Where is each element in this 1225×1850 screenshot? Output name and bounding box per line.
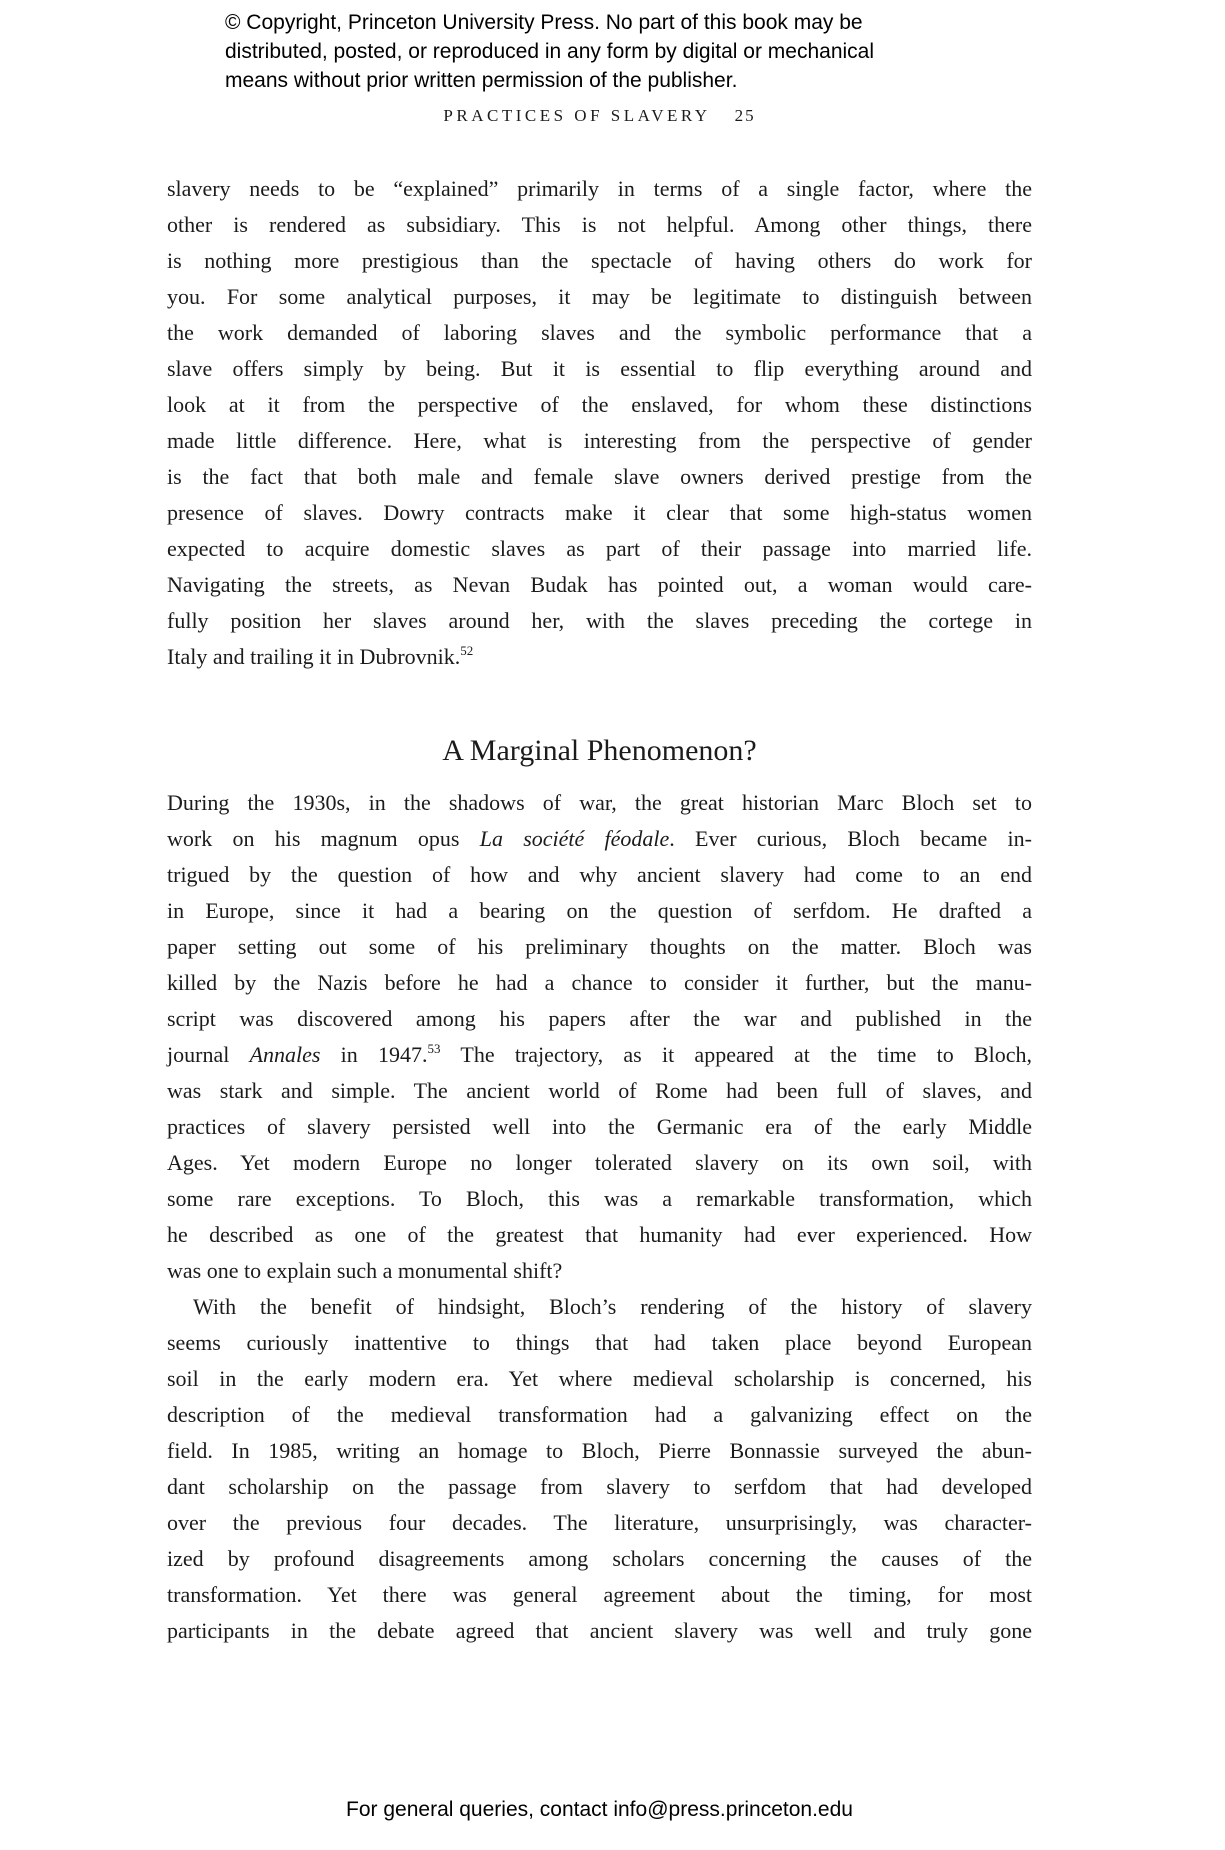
text-line bbox=[167, 207, 1032, 243]
text-run: script was discovered among his papers after the war and published in the bbox=[167, 1006, 1032, 1031]
text-run: he described as one of the greatest that humanity had ever experienced. How bbox=[167, 1222, 1032, 1247]
text-line bbox=[167, 1145, 1032, 1181]
text-line bbox=[167, 893, 1032, 929]
text-run: is the fact that both male and female slave owners derived prestige from the bbox=[167, 464, 1032, 489]
text-run: With the benefit of hindsight, Bloch’s rendering of the history of slavery bbox=[193, 1294, 1032, 1319]
text-line bbox=[167, 1109, 1032, 1145]
text-run: La société féodale bbox=[479, 826, 670, 851]
text-run: . Ever curious, Bloch became in- bbox=[669, 826, 1032, 851]
copyright-line: © Copyright, Princeton University Press. No part of this book may be bbox=[225, 11, 863, 34]
text-run: slave offers simply by being. But it is essential to flip everything around and bbox=[167, 356, 1032, 381]
text-run: slavery needs to be “explained” primarily in terms of a single factor, where the bbox=[167, 176, 1032, 201]
text-run: fully position her slaves around her, with the slaves preceding the cortege in bbox=[167, 608, 1032, 633]
copyright-notice bbox=[225, 8, 874, 95]
text-line bbox=[167, 785, 1032, 821]
text-run: Ages. Yet modern Europe no longer tolerated slavery on its own soil, with bbox=[167, 1150, 1032, 1175]
text-run: other is rendered as subsidiary. This is not helpful. Among other things, there bbox=[167, 212, 1032, 237]
text-line bbox=[167, 1469, 1032, 1505]
text-run: presence of slaves. Dowry contracts make it clear that some high-status women bbox=[167, 500, 1032, 525]
footnote-reference: 52 bbox=[460, 643, 474, 658]
text-run: in Europe, since it had a bearing on the question of serfdom. He drafted a bbox=[167, 898, 1032, 923]
text-run: description of the medieval transformation had a galvanizing effect on the bbox=[167, 1402, 1032, 1427]
text-line bbox=[167, 1433, 1032, 1469]
text-run: some rare exceptions. To Bloch, this was a remarkable transformation, which bbox=[167, 1186, 1032, 1211]
text-line bbox=[167, 567, 1032, 603]
text-run: paper setting out some of his preliminary thoughts on the matter. Bloch was bbox=[167, 934, 1032, 959]
text-line bbox=[167, 1253, 1032, 1289]
text-line bbox=[167, 1613, 1032, 1649]
text-run: work on his magnum opus bbox=[167, 826, 480, 851]
text-line bbox=[167, 1001, 1032, 1037]
text-line bbox=[167, 243, 1032, 279]
text-line bbox=[167, 1181, 1032, 1217]
page-number: 25 bbox=[734, 106, 756, 125]
text-run: journal bbox=[167, 1042, 250, 1067]
text-line bbox=[167, 495, 1032, 531]
text-run: transformation. Yet there was general agreement about the timing, for most bbox=[167, 1582, 1032, 1607]
text-line bbox=[167, 171, 1032, 207]
text-run: was stark and simple. The ancient world of Rome had been full of slaves, and bbox=[167, 1078, 1032, 1103]
text-line bbox=[167, 929, 1032, 965]
text-run: dant scholarship on the passage from slavery to serfdom that had developed bbox=[167, 1474, 1032, 1499]
text-line bbox=[167, 351, 1032, 387]
text-run: you. For some analytical purposes, it may be legitimate to distinguish between bbox=[167, 284, 1032, 309]
text-line bbox=[167, 639, 1032, 675]
text-line bbox=[167, 1505, 1032, 1541]
paragraph-group-after-heading bbox=[167, 785, 1032, 1649]
text-line bbox=[167, 387, 1032, 423]
text-line bbox=[167, 1289, 1032, 1325]
text-run: made little difference. Here, what is interesting from the perspective of gender bbox=[167, 428, 1032, 453]
text-line bbox=[167, 603, 1032, 639]
text-run: field. In 1985, writing an homage to Bloch, Pierre Bonnassie surveyed the abun- bbox=[167, 1438, 1032, 1463]
text-run: over the previous four decades. The literature, unsurprisingly, was character- bbox=[167, 1510, 1032, 1535]
text-run: in 1947. bbox=[320, 1042, 428, 1067]
text-run: the work demanded of laboring slaves and the symbolic performance that a bbox=[167, 320, 1032, 345]
text-line bbox=[167, 1361, 1032, 1397]
text-run: soil in the early modern era. Yet where medieval scholarship is concerned, his bbox=[167, 1366, 1032, 1391]
text-run: seems curiously inattentive to things that had taken place beyond European bbox=[167, 1330, 1032, 1355]
paragraph bbox=[167, 171, 1032, 675]
paragraph bbox=[167, 785, 1032, 1289]
text-line bbox=[167, 1397, 1032, 1433]
paragraph-group-before-heading bbox=[167, 171, 1032, 675]
text-run: Italy and trailing it in Dubrovnik. bbox=[167, 644, 461, 669]
text-run: killed by the Nazis before he had a chance to consider it further, but the manu- bbox=[167, 970, 1032, 995]
paragraph bbox=[167, 1289, 1032, 1649]
text-line bbox=[167, 1541, 1032, 1577]
text-line bbox=[167, 279, 1032, 315]
text-line bbox=[167, 1217, 1032, 1253]
text-line bbox=[167, 423, 1032, 459]
text-line bbox=[167, 857, 1032, 893]
text-line bbox=[167, 1037, 1032, 1073]
text-line bbox=[167, 1325, 1032, 1361]
copyright-line: distributed, posted, or reproduced in any form by digital or mechanical bbox=[225, 40, 875, 63]
text-run: ized by profound disagreements among scholars concerning the causes of the bbox=[167, 1546, 1032, 1571]
text-line bbox=[167, 315, 1032, 351]
text-line bbox=[167, 821, 1032, 857]
text-line bbox=[167, 1073, 1032, 1109]
text-line bbox=[167, 459, 1032, 495]
footnote-reference: 53 bbox=[427, 1041, 441, 1056]
text-run: look at it from the perspective of the enslaved, for whom these distinctions bbox=[167, 392, 1032, 417]
page-footer-queries: For general queries, contact info@press.princeton.edu bbox=[346, 1798, 853, 1821]
text-run: expected to acquire domestic slaves as part of their passage into married life. bbox=[167, 536, 1032, 561]
text-run: participants in the debate agreed that ancient slavery was well and truly gone bbox=[167, 1618, 1032, 1643]
text-line bbox=[167, 1577, 1032, 1613]
section-heading: A Marginal Phenomenon? bbox=[442, 734, 757, 767]
text-line bbox=[167, 965, 1032, 1001]
running-header-title: PRACTICES OF SLAVERY bbox=[443, 106, 711, 125]
text-run: The trajectory, as it appeared at the time to Bloch, bbox=[440, 1042, 1032, 1067]
text-run: is nothing more prestigious than the spectacle of having others do work for bbox=[167, 248, 1032, 273]
text-run: During the 1930s, in the shadows of war, the great historian Marc Bloch set to bbox=[167, 790, 1032, 815]
running-header bbox=[167, 106, 1032, 126]
text-run: was one to explain such a monumental shift? bbox=[167, 1258, 563, 1283]
copyright-line: means without prior written permission of the publisher. bbox=[225, 69, 738, 92]
body-text bbox=[167, 171, 1032, 1649]
text-run: trigued by the question of how and why ancient slavery had come to an end bbox=[167, 862, 1032, 887]
text-run: Navigating the streets, as Nevan Budak has pointed out, a woman would care- bbox=[167, 572, 1032, 597]
text-run: Annales bbox=[249, 1042, 321, 1067]
text-run: practices of slavery persisted well into the Germanic era of the early Middle bbox=[167, 1114, 1032, 1139]
text-line bbox=[167, 531, 1032, 567]
